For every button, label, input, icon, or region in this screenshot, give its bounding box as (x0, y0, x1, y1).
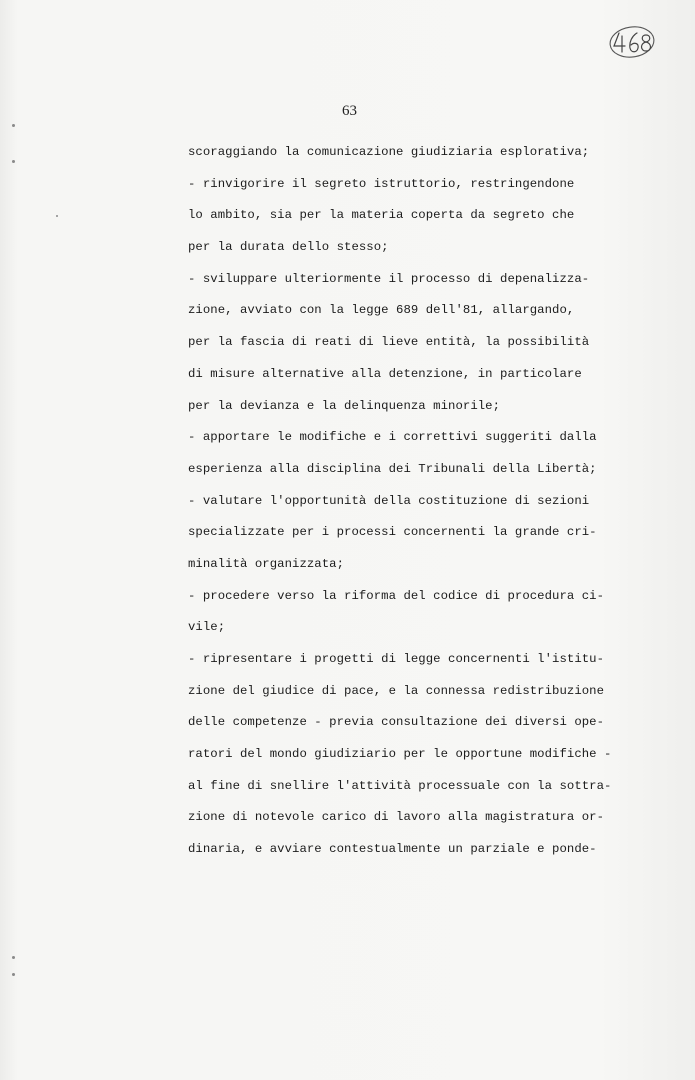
text-line: specializzate per i processi concernenti la grande cri- (188, 525, 597, 540)
text-line: al fine di snellire l'attività processuale con la sottra- (188, 778, 612, 793)
text-line: - sviluppare ulteriormente il processo di depenalizza- (188, 271, 590, 286)
scan-speck (56, 215, 58, 217)
text-line: per la devianza e la delinquenza minorile; (188, 398, 501, 413)
archive-stamp-handwritten (606, 22, 656, 62)
text-line: vile; (188, 620, 226, 635)
text-line: - ripresentare i progetti di legge concernenti l'istitu- (188, 652, 605, 666)
body-text (188, 137, 648, 866)
text-line: esperienza alla disciplina dei Tribunali della Libertà; (188, 461, 597, 476)
text-line: - apportare le modifiche e i correttivi suggeriti dalla (188, 430, 597, 445)
scan-speck (12, 124, 15, 127)
page-number: 63 (342, 103, 357, 119)
text-line: delle competenze - previa consultazione dei diversi ope- (188, 715, 605, 730)
text-line: ratori del mondo giudiziario per le opportune modifiche - (188, 747, 612, 762)
text-line: per la fascia di reati di lieve entità, la possibilità (188, 335, 590, 350)
text-line: dinaria, e avviare contestualmente un parziale e ponde- (188, 842, 597, 857)
text-line: per la durata dello stesso; (188, 240, 389, 255)
text-line: di misure alternative alla detenzione, in particolare (188, 366, 582, 381)
text-line: - valutare l'opportunità della costituzione di sezioni (188, 493, 590, 508)
text-line: minalità organizzata; (188, 556, 345, 571)
scan-speck (12, 160, 15, 163)
text-line: zione del giudice di pace, e la connessa redistribuzione (188, 683, 605, 698)
text-line: zione, avviato con la legge 689 dell'81, allargando, (188, 303, 575, 318)
scan-speck (12, 973, 15, 976)
text-line: lo ambito, sia per la materia coperta da segreto che (188, 208, 575, 223)
text-line: - rinvigorire il segreto istruttorio, restringendone (188, 176, 575, 191)
handwritten-circled-number (606, 22, 656, 62)
text-line: scoraggiando la comunicazione giudiziaria esplorativa; (188, 145, 590, 159)
text-line: - procedere verso la riforma del codice di procedura ci- (188, 588, 605, 603)
scan-speck (12, 956, 15, 959)
text-line: zione di notevole carico di lavoro alla magistratura or- (188, 810, 605, 825)
